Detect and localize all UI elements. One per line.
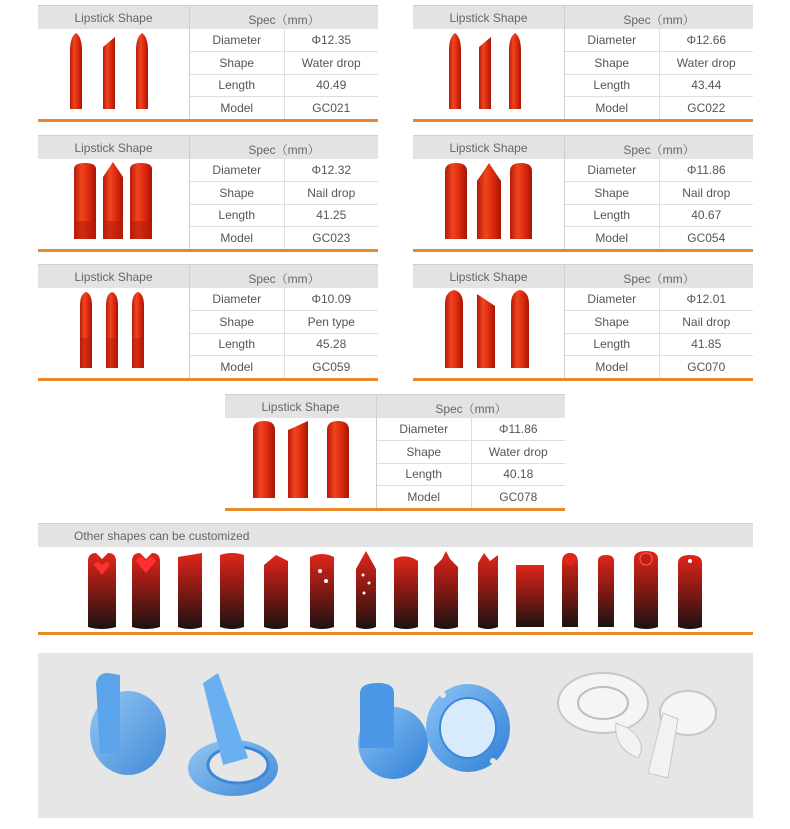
diameter-label: Diameter: [565, 288, 659, 311]
diameter-value: Φ11.86: [471, 418, 565, 441]
spec-header: Spec（mm）: [435, 402, 507, 416]
diameter-value: Φ10.09: [284, 288, 378, 311]
pattern-lipstick-icon: [310, 554, 334, 629]
spec-header: Spec（mm）: [623, 143, 695, 157]
model-label: Model: [377, 486, 471, 509]
length-label: Length: [565, 204, 659, 227]
length-value: 40.49: [284, 74, 378, 97]
product-card-gc054: [413, 135, 753, 252]
card-header: [38, 264, 378, 288]
diameter-label: Diameter: [190, 288, 284, 311]
shape-value: Water drop: [284, 52, 378, 75]
bevel-lipstick-icon: [394, 556, 418, 629]
lipstick-icon: [38, 29, 189, 119]
lipstick-icon: [413, 288, 564, 378]
diameter-label: Diameter: [190, 159, 284, 182]
custom-shapes-section: [38, 523, 753, 635]
shape-value: Water drop: [659, 52, 753, 75]
knight-lipstick-icon: [562, 553, 578, 627]
spec-header: Spec（mm）: [248, 272, 320, 286]
shape-label: Shape: [565, 182, 659, 205]
card-header: [413, 264, 753, 288]
custom-shapes-header: [38, 523, 753, 547]
length-value: 41.25: [284, 204, 378, 227]
spec-table: [190, 29, 378, 119]
square-lipstick-icon: [516, 565, 544, 627]
product-card-gc070: [413, 264, 753, 381]
diameter-label: Diameter: [190, 29, 284, 52]
custom-shapes-title: Other shapes can be customized: [74, 529, 250, 543]
rose-lipstick-icon: [634, 551, 658, 629]
spec-header: Spec（mm）: [248, 13, 320, 27]
model-value: GC078: [499, 490, 538, 504]
spec-table: [377, 418, 565, 508]
shape-label: Shape: [190, 311, 284, 334]
product-card-gc021: [38, 5, 378, 122]
scoop-lipstick-icon: [178, 553, 202, 629]
heart-lipstick-icon: [88, 553, 116, 629]
spec-header: Spec（mm）: [248, 143, 320, 157]
round-lipstick-icon: [598, 555, 614, 627]
spec-table: [565, 29, 753, 119]
lipstick-icon: [413, 159, 564, 249]
diameter-value: Φ12.35: [284, 29, 378, 52]
diameter-label: Diameter: [565, 159, 659, 182]
length-value: 43.44: [659, 74, 753, 97]
spec-table: [565, 288, 753, 378]
star-lipstick-icon: [478, 553, 498, 629]
lipstick-icon: [38, 288, 189, 378]
shape-header: Lipstick Shape: [449, 11, 528, 25]
model-value: GC022: [687, 101, 726, 115]
mold-icon: [38, 653, 753, 818]
shape-value: Pen type: [284, 311, 378, 334]
model-value: GC070: [687, 360, 726, 374]
facet-lipstick-icon: [264, 555, 288, 629]
shape-header: Lipstick Shape: [74, 11, 153, 25]
spec-table: [190, 159, 378, 249]
card-header: [38, 5, 378, 29]
heart-lipstick-icon: [132, 553, 160, 629]
slant-lipstick-icon: [220, 553, 244, 629]
card-header: [38, 135, 378, 159]
lipstick-icon: [413, 29, 564, 119]
shape-header: Lipstick Shape: [74, 141, 153, 155]
length-label: Length: [190, 333, 284, 356]
length-label: Length: [190, 204, 284, 227]
model-value: GC021: [312, 101, 351, 115]
length-label: Length: [190, 74, 284, 97]
diameter-value: Φ12.01: [659, 288, 753, 311]
model-label: Model: [565, 97, 659, 120]
diameter-value: Φ11.86: [659, 159, 753, 182]
shape-value: Nail drop: [659, 182, 753, 205]
model-value: GC059: [312, 360, 351, 374]
card-header: [413, 135, 753, 159]
lipstick-icon: [38, 159, 189, 249]
model-label: Model: [565, 356, 659, 379]
length-value: 45.28: [284, 333, 378, 356]
length-label: Length: [565, 333, 659, 356]
shape-label: Shape: [190, 52, 284, 75]
custom-shapes-gallery: [38, 549, 753, 633]
model-value: GC023: [312, 231, 351, 245]
shape-label: Shape: [190, 182, 284, 205]
round-lipstick-icon: [678, 555, 702, 629]
product-card-gc022: [413, 5, 753, 122]
shape-header: Lipstick Shape: [261, 400, 340, 414]
length-label: Length: [565, 74, 659, 97]
length-label: Length: [377, 463, 471, 486]
lipstick-icon: [225, 418, 376, 508]
diameter-label: Diameter: [565, 29, 659, 52]
spec-header: Spec（mm）: [623, 272, 695, 286]
star-lipstick-icon: [434, 551, 458, 629]
model-value: GC054: [687, 231, 726, 245]
shape-label: Shape: [565, 52, 659, 75]
spec-header: Spec（mm）: [623, 13, 695, 27]
shape-value: Nail drop: [284, 182, 378, 205]
spec-table: [190, 288, 378, 378]
shape-label: Shape: [565, 311, 659, 334]
diameter-label: Diameter: [377, 418, 471, 441]
model-label: Model: [190, 356, 284, 379]
shape-value: Nail drop: [659, 311, 753, 334]
product-card-gc059: [38, 264, 378, 381]
card-header: [225, 394, 565, 418]
product-card-gc023: [38, 135, 378, 252]
shape-label: Shape: [377, 441, 471, 464]
shape-header: Lipstick Shape: [449, 270, 528, 284]
product-card-gc078: [225, 394, 565, 511]
shape-header: Lipstick Shape: [74, 270, 153, 284]
model-label: Model: [190, 97, 284, 120]
diameter-value: Φ12.32: [284, 159, 378, 182]
diameter-value: Φ12.66: [659, 29, 753, 52]
length-value: 40.18: [471, 463, 565, 486]
dotted-lipstick-icon: [356, 551, 376, 629]
card-header: [413, 5, 753, 29]
length-value: 40.67: [659, 204, 753, 227]
spec-table: [565, 159, 753, 249]
shape-header: Lipstick Shape: [449, 141, 528, 155]
length-value: 41.85: [659, 333, 753, 356]
model-label: Model: [565, 227, 659, 250]
mold-photo: [38, 653, 753, 818]
shape-value: Water drop: [471, 441, 565, 464]
model-label: Model: [190, 227, 284, 250]
